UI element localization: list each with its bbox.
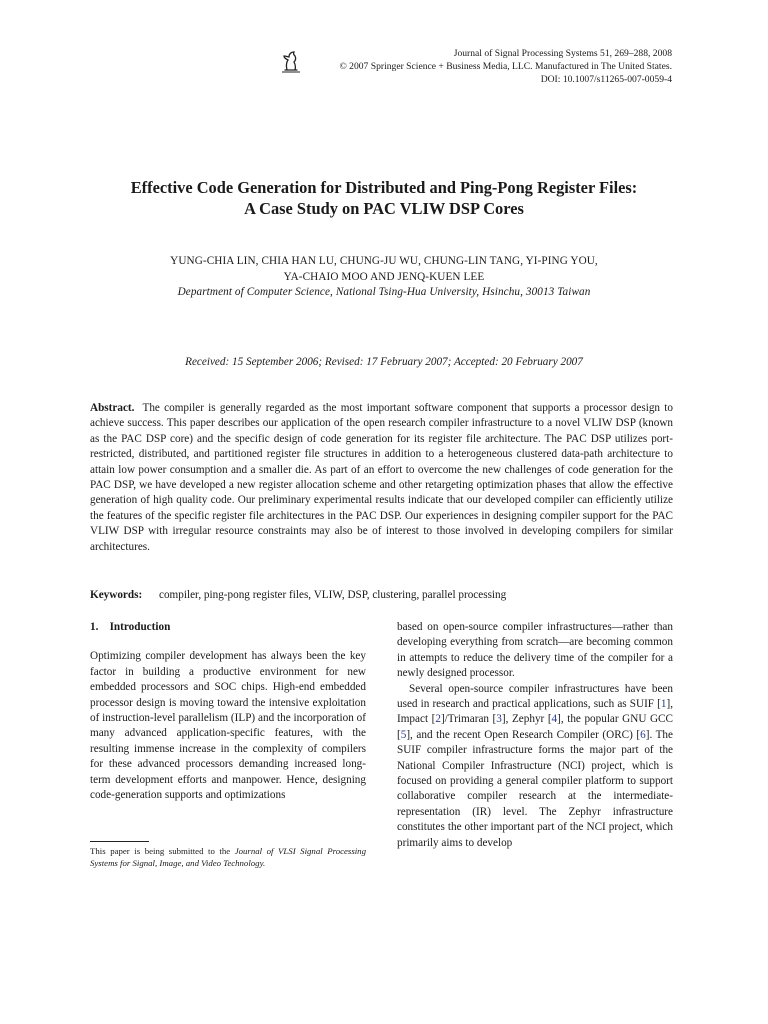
springer-logo-icon [278, 48, 304, 74]
abstract [90, 401, 673, 555]
authors-line-2: YA-CHAIO MOO AND JENQ-KUEN LEE [283, 270, 485, 283]
doi-line: DOI: 10.1007/s11265-007-0059-4 [540, 74, 672, 85]
footnote-prefix: This paper is being submitted to the [90, 846, 235, 856]
author-block [60, 254, 708, 301]
footnote-journal: Journal of VLSI Signal Processing Systems for Signal, Image, and Video Technology. [90, 846, 366, 869]
abstract-label: Abstract. [90, 402, 135, 414]
section-heading: 1. Introduction [90, 621, 171, 633]
citation-link-1[interactable]: 1 [660, 698, 667, 711]
footnote-rule [90, 841, 149, 842]
keywords-text: compiler, ping-pong register files, VLIW, DSP, clustering, parallel processing [159, 589, 507, 601]
journal-header [339, 47, 672, 86]
keywords [90, 589, 673, 601]
affiliation: Department of Computer Science, National Tsing-Hua University, Hsinchu, 30013 Taiwan [177, 286, 591, 298]
received-dates: Received: 15 September 2006; Revised: 17 February 2007; Accepted: 20 February 2007 [185, 356, 583, 368]
abstract-text: The compiler is generally regarded as the most important software component that supports a processor design to achieve success. This paper describes our application of the open research compiler infrastructure to a novel VLIW DSP (known as the PAC DSP core) and the specific design of code generation for its register file architecture. The PAC DSP utilizes port-restricted, distributed, and partitioned register file structures in addition to a heterogeneous clustered data-path architecture to attain low power consumption and a smaller die. As part of an effort to overcome the new challenges of code generation for the PAC DSP, we have developed a new register allocation scheme and other retargeting optimization phases that allow the effective generation of high quality code. Our preliminary experimental results indicate that our developed compiler can efficiently utilize the features of the specific register file architectures in the PAC DSP. Our experiences in designing compiler support for the PAC VLIW DSP with irregular resource constraints may also be of interest to those involved in developing compilers for similar architectures. [90, 402, 673, 553]
footnote [90, 845, 366, 869]
keywords-label: Keywords: [90, 589, 143, 601]
authors-line-1: YUNG-CHIA LIN, CHIA HAN LU, CHUNG-JU WU, CHUNG-LIN TANG, YI-PING YOU, [170, 255, 598, 267]
citation-link-3[interactable]: 3 [496, 713, 502, 726]
paper-title [60, 177, 708, 219]
title-line-2: A Case Study on PAC VLIW DSP Cores [244, 199, 524, 218]
citation-link-4[interactable]: 4 [551, 713, 558, 726]
right-column [397, 620, 673, 851]
journal-citation: Journal of Signal Processing Systems 51, 269–288, 2008 [453, 48, 672, 59]
intro-paragraph-1: Optimizing compiler development has always been the key factor in building a productive environment for new embedded processors and SOC chips. High-end embedded processor design is moving toward the intensive exploitation of instruction-level parallelism (ILP) and the incorporation of many advanced application-specific features, with the resulting immense increase in the complexity of compilers for these advanced processors demanding increased long-term development efforts and manpower. Hence, designing code-generation supports and optimizations [90, 650, 366, 802]
copyright-line: © 2007 Springer Science + Business Media, LLC. Manufactured in The United States. [339, 61, 672, 72]
left-column [90, 620, 366, 803]
citation-link-5[interactable]: 5 [400, 728, 407, 741]
intro-paragraph-continued: based on open-source compiler infrastructures—rather than developing everything from scratch—are becoming common in attempts to reduce the delivery time of the compiler for a newly designed processor. [397, 621, 673, 680]
title-line-1: Effective Code Generation for Distributed and Ping-Pong Register Files: [130, 178, 638, 197]
citation-link-2[interactable]: 2 [435, 713, 441, 726]
citation-link-6[interactable]: 6 [640, 728, 646, 741]
intro-paragraph-2: Several open-source compiler infrastructures have been used in research and practical applications, such as SUIF [1], Impact [2]/Trimaran [3], Zephyr [4], the popular GNU GCC [5], and the recent Open Research Compiler (ORC) [6]. The SUIF compiler infrastructure forms the major part of the National Compiler Infrastructure (NCI) project, which is focused on providing a general compiler platform to support collaborative compiler research at the intermediate-representation (IR) level. The Zephyr infrastructure constitutes the other important part of the NCI project, which primarily aims to develop [397, 682, 673, 849]
